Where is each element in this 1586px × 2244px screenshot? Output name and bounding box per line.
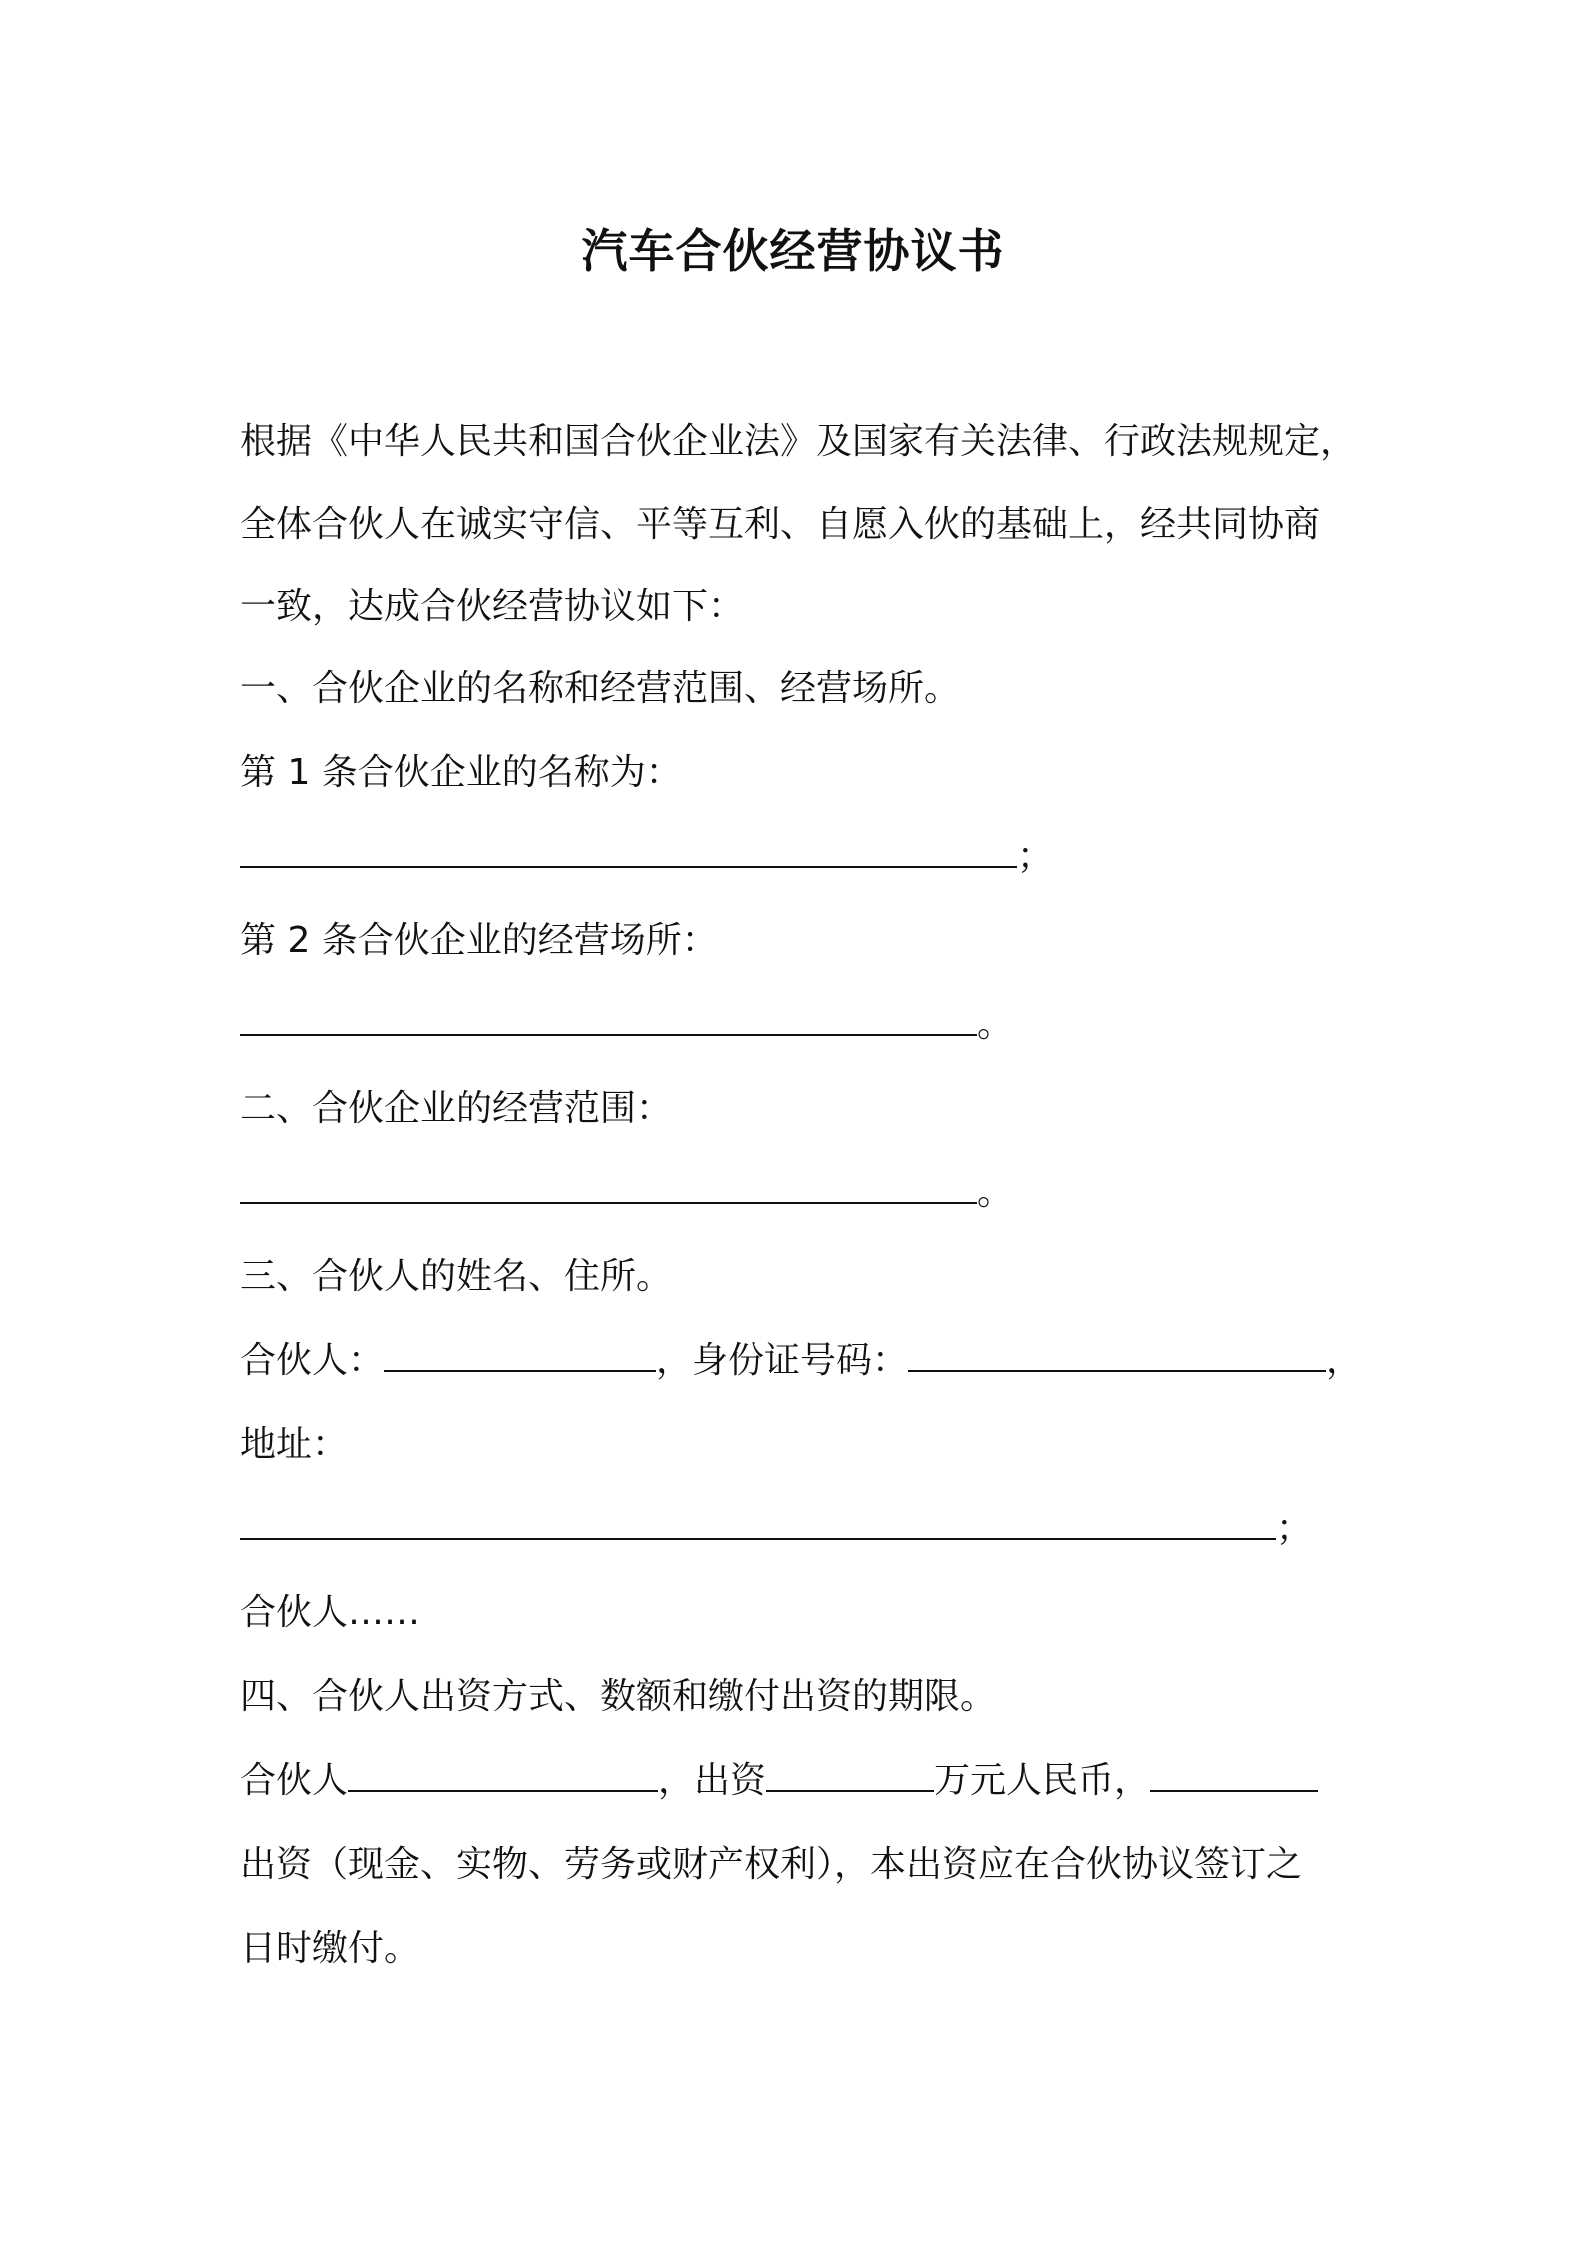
contribution-amount-label: ，出资 [658, 1760, 767, 1801]
contribution-partner-label: 合伙人 [240, 1760, 349, 1801]
business-location-blank[interactable] [240, 1000, 977, 1036]
id-end-punct: ， [1326, 1340, 1363, 1381]
company-name-blank[interactable] [240, 832, 1017, 868]
partner-name-label: 合伙人： [240, 1340, 385, 1381]
article-1-fill-line [240, 832, 1053, 882]
article-1-end-punct: ； [1017, 836, 1054, 877]
partner-info-line [240, 1336, 1362, 1386]
address-label: 地址： [240, 1424, 349, 1465]
article-2-label: 第 2 条合伙企业的经营场所： [240, 920, 718, 961]
section-2-heading: 二、合伙企业的经营范围： [240, 1088, 673, 1129]
contribution-method-blank[interactable] [1150, 1756, 1318, 1792]
section-2-end-punct: 。 [977, 1172, 1014, 1213]
contribution-line [240, 1756, 1318, 1806]
address-blank[interactable] [240, 1504, 1276, 1540]
business-scope-blank[interactable] [240, 1168, 977, 1204]
address-end-punct: ； [1276, 1508, 1313, 1549]
contribution-unit-label: 万元人民币， [934, 1760, 1151, 1801]
article-1-label: 第 1 条合伙企业的名称为： [240, 752, 682, 793]
section-3-heading: 三、合伙人的姓名、住所。 [240, 1256, 673, 1297]
contribution-partner-blank[interactable] [348, 1756, 658, 1792]
document-title: 汽车合伙经营协议书 [581, 224, 1005, 278]
article-2-fill-line [240, 1000, 1013, 1050]
section-4-heading: 四、合伙人出资方式、数额和缴付出资的期限。 [240, 1676, 997, 1717]
section-2-fill-line [240, 1168, 1013, 1218]
partner-name-blank[interactable] [384, 1336, 656, 1372]
intro-line-3: 一致，达成合伙经营协议如下： [240, 586, 745, 627]
contribution-amount-blank[interactable] [766, 1756, 934, 1792]
article-2-end-punct: 。 [977, 1004, 1014, 1045]
id-number-label: ，身份证号码： [656, 1340, 909, 1381]
intro-line-2: 全体合伙人在诚实守信、平等互利、自愿入伙的基础上，经共同协商 [240, 504, 1321, 545]
section-1-heading: 一、合伙企业的名称和经营范围、经营场所。 [240, 668, 961, 709]
contribution-deadline-line: 日时缴付。 [240, 1928, 421, 1969]
more-partners-text: 合伙人…… [240, 1592, 421, 1633]
contribution-method-line: 出资（现金、实物、劳务或财产权利），本出资应在合伙协议签订之 [240, 1844, 1303, 1885]
address-fill-line [240, 1504, 1312, 1554]
id-number-blank[interactable] [908, 1336, 1326, 1372]
intro-line-1: 根据《中华人民共和国合伙企业法》及国家有关法律、行政法规规定， [240, 421, 1357, 462]
